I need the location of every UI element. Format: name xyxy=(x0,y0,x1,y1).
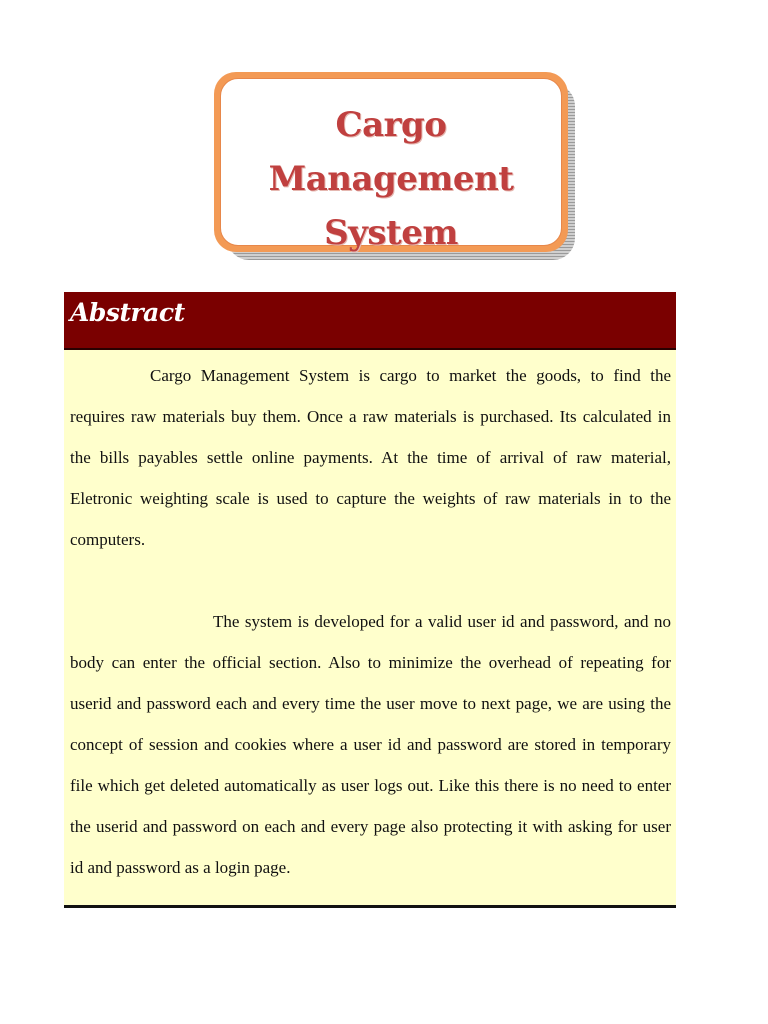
document-title xyxy=(220,98,562,260)
title-line-2: System xyxy=(324,213,458,253)
abstract-heading: Abstract xyxy=(70,298,185,327)
abstract-header xyxy=(64,292,676,350)
abstract-body xyxy=(64,350,676,908)
abstract-paragraph-2: The system is developed for a valid user id and password, and no body can enter the official section. Also to minimize the overhead of repeating for userid and password each and every time the user move to next page, we are using the concept of session and cookies where a user id and password are stored in temporary file which get deleted automatically as user logs out. Like this there is no need to enter the userid and password on each and every page also protecting it with asking for user id and password as a login page. xyxy=(70,612,671,877)
title-line-1: Cargo Management xyxy=(268,105,514,199)
abstract-paragraph-1: Cargo Management System is cargo to market the goods, to find the requires raw materials buy them. Once a raw materials is purchased. Its calculated in the bills payables settle online payments. At the time of arrival of raw material, Eletronic weighting scale is used to capture the weights of raw materials in to the computers. xyxy=(70,366,671,549)
